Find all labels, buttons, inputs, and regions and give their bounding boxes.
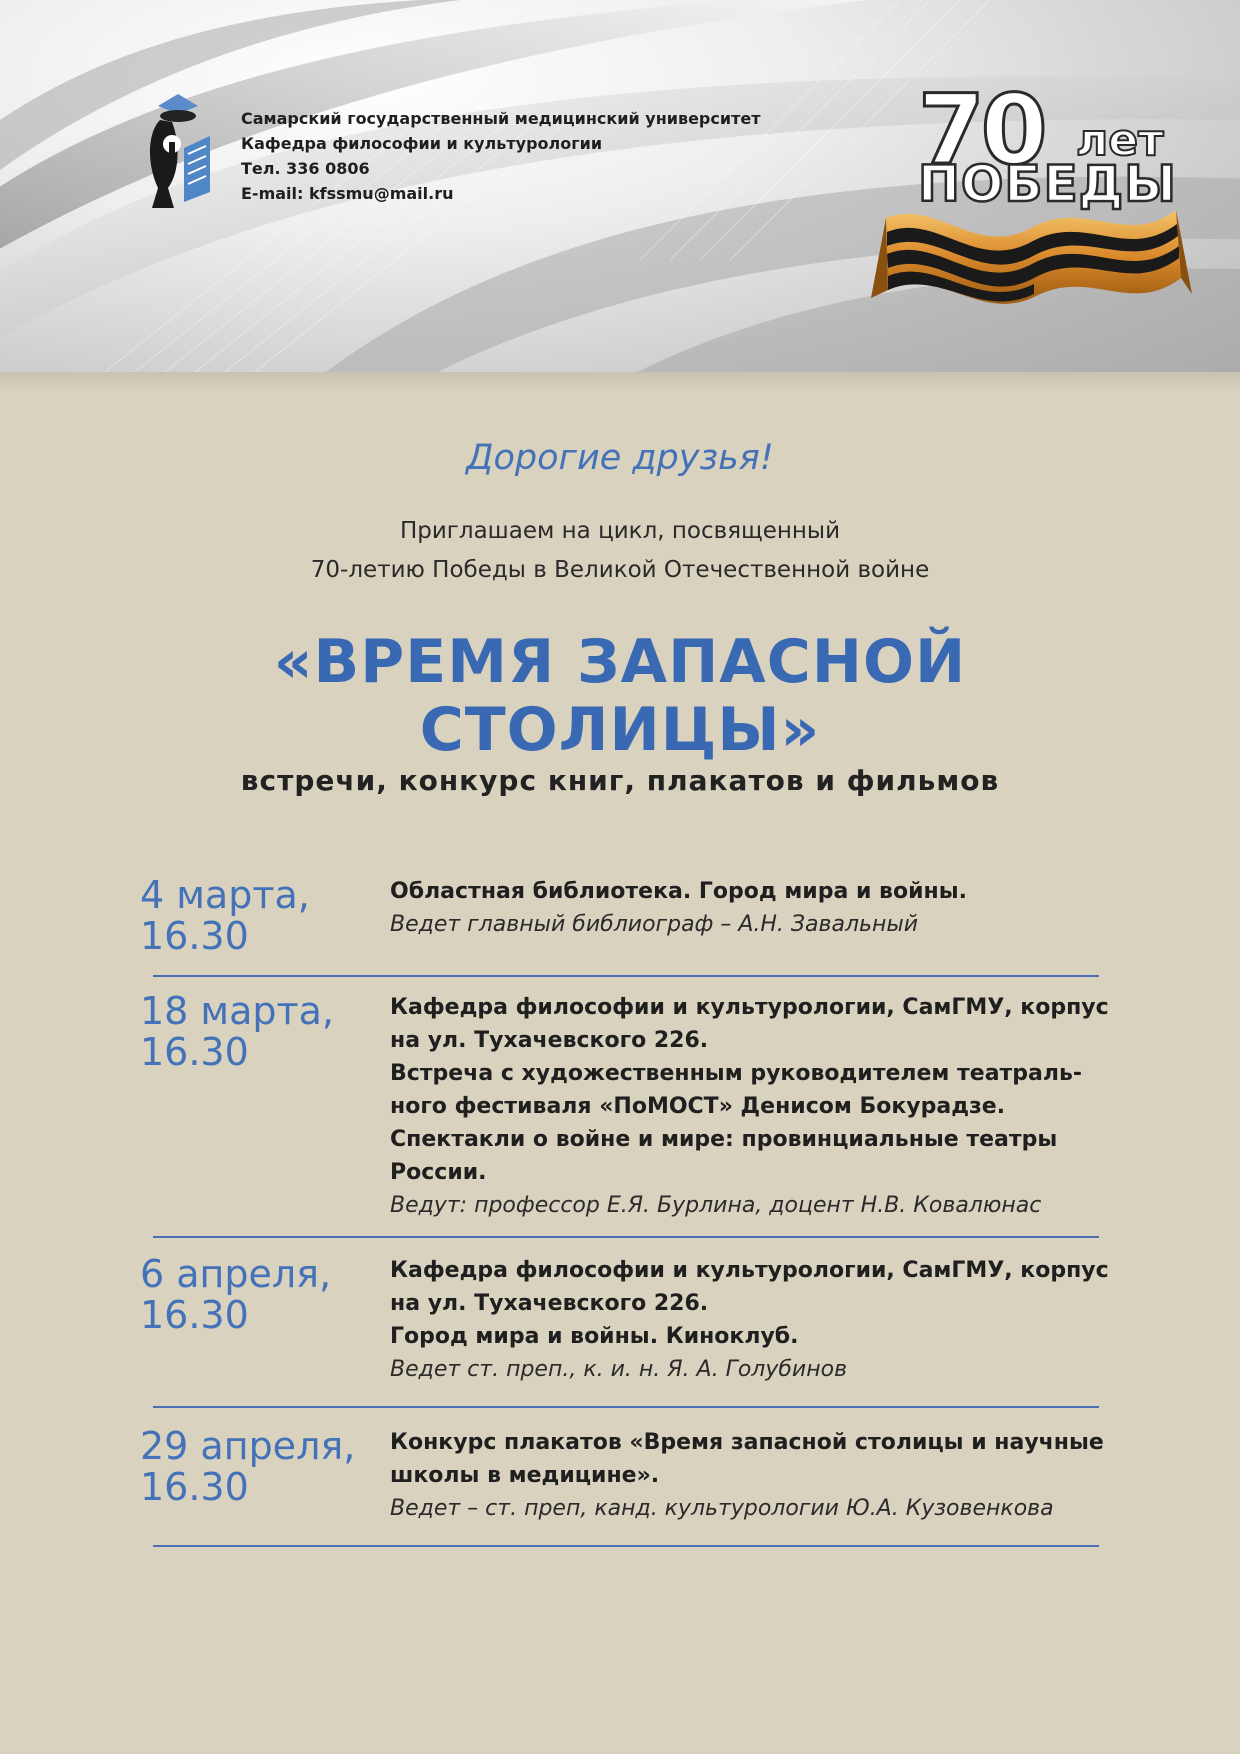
event-line: Спектакли о войне и мире: провинциальные театры <box>390 1127 1058 1152</box>
event-lead: Ведут: профессор Е.Я. Бурлина, доцент Н.В. Ковалюнас <box>390 1193 1042 1218</box>
cycle-title-line: «ВРЕМЯ ЗАПАСНОЙ <box>273 627 967 697</box>
event-lead: Ведет ст. преп., к. и. н. Я. А. Голубинов <box>390 1357 848 1382</box>
greeting: Дорогие друзья! <box>466 438 774 478</box>
event-time: 16.30 <box>140 914 249 958</box>
department-name: Кафедра философии и культурологии <box>241 134 603 153</box>
invitation-line: 70-летию Победы в Великой Отечественной войне <box>310 557 930 583</box>
event-description <box>390 875 1110 941</box>
divider <box>153 1236 1099 1238</box>
cycle-subtitle: встречи, конкурс книг, плакатов и фильмов <box>240 764 1000 797</box>
event-date <box>140 875 390 957</box>
event-date <box>140 991 390 1073</box>
event-line: ного фестиваля «ПоМОСТ» Денисом Бокурадзе. <box>390 1094 1006 1119</box>
phone: Тел. 336 0806 <box>241 159 370 178</box>
cycle-title <box>0 628 1240 764</box>
event-lead: Ведет – ст. преп, канд. культурологии Ю.А. Кузовенкова <box>390 1496 1054 1521</box>
university-emblem-icon <box>138 92 218 212</box>
event-line: на ул. Тухачевского 226. <box>390 1028 709 1053</box>
event-line: на ул. Тухачевского 226. <box>390 1291 709 1316</box>
event-line: Кафедра философии и культурологии, СамГМУ, корпус <box>390 1258 1109 1283</box>
event-day: 4 марта, <box>140 873 310 917</box>
cycle-title-line: СТОЛИЦЫ» <box>419 695 821 765</box>
event-time: 16.30 <box>140 1030 249 1074</box>
university-name: Самарский государственный медицинский университет <box>241 109 761 128</box>
anniversary-years: лет <box>1076 115 1164 166</box>
event-line: Конкурс плакатов «Время запасной столицы и научные <box>390 1430 1104 1455</box>
event-line: Областная библиотека. Город мира и войны. <box>390 879 967 904</box>
event-day: 29 апреля, <box>140 1424 356 1468</box>
event-date <box>140 1426 390 1508</box>
event-time: 16.30 <box>140 1293 249 1337</box>
header-divider <box>0 372 1240 392</box>
event-lead: Ведет главный библиограф – А.Н. Завальный <box>390 912 919 937</box>
divider <box>153 975 1099 977</box>
victory-emblem <box>866 74 1196 330</box>
event-description <box>390 1426 1110 1525</box>
anniversary-word: ПОБЕДЫ <box>918 155 1177 213</box>
event-line: школы в медицине». <box>390 1463 660 1488</box>
invitation-text <box>0 512 1240 590</box>
event-line: Город мира и войны. Киноклуб. <box>390 1324 799 1349</box>
event-time: 16.30 <box>140 1465 249 1509</box>
event-description <box>390 1254 1110 1386</box>
event-day: 6 апреля, <box>140 1252 332 1296</box>
email: E-mail: kfssmu@mail.ru <box>241 184 454 203</box>
event-day: 18 марта, <box>140 989 335 1033</box>
invitation-line: Приглашаем на цикл, посвященный <box>399 518 841 544</box>
event-line: Кафедра философии и культурологии, СамГМУ, корпус <box>390 995 1109 1020</box>
event-line: России. <box>390 1160 487 1185</box>
st-george-ribbon-icon <box>866 198 1196 318</box>
anniversary-number: 70 <box>918 74 1044 186</box>
header-banner <box>0 0 1240 392</box>
divider <box>153 1406 1099 1408</box>
event-description <box>390 991 1110 1222</box>
event-date <box>140 1254 390 1336</box>
university-contacts <box>241 106 760 206</box>
divider <box>153 1545 1099 1547</box>
event-line: Встреча с художественным руководителем театраль- <box>390 1061 1083 1086</box>
